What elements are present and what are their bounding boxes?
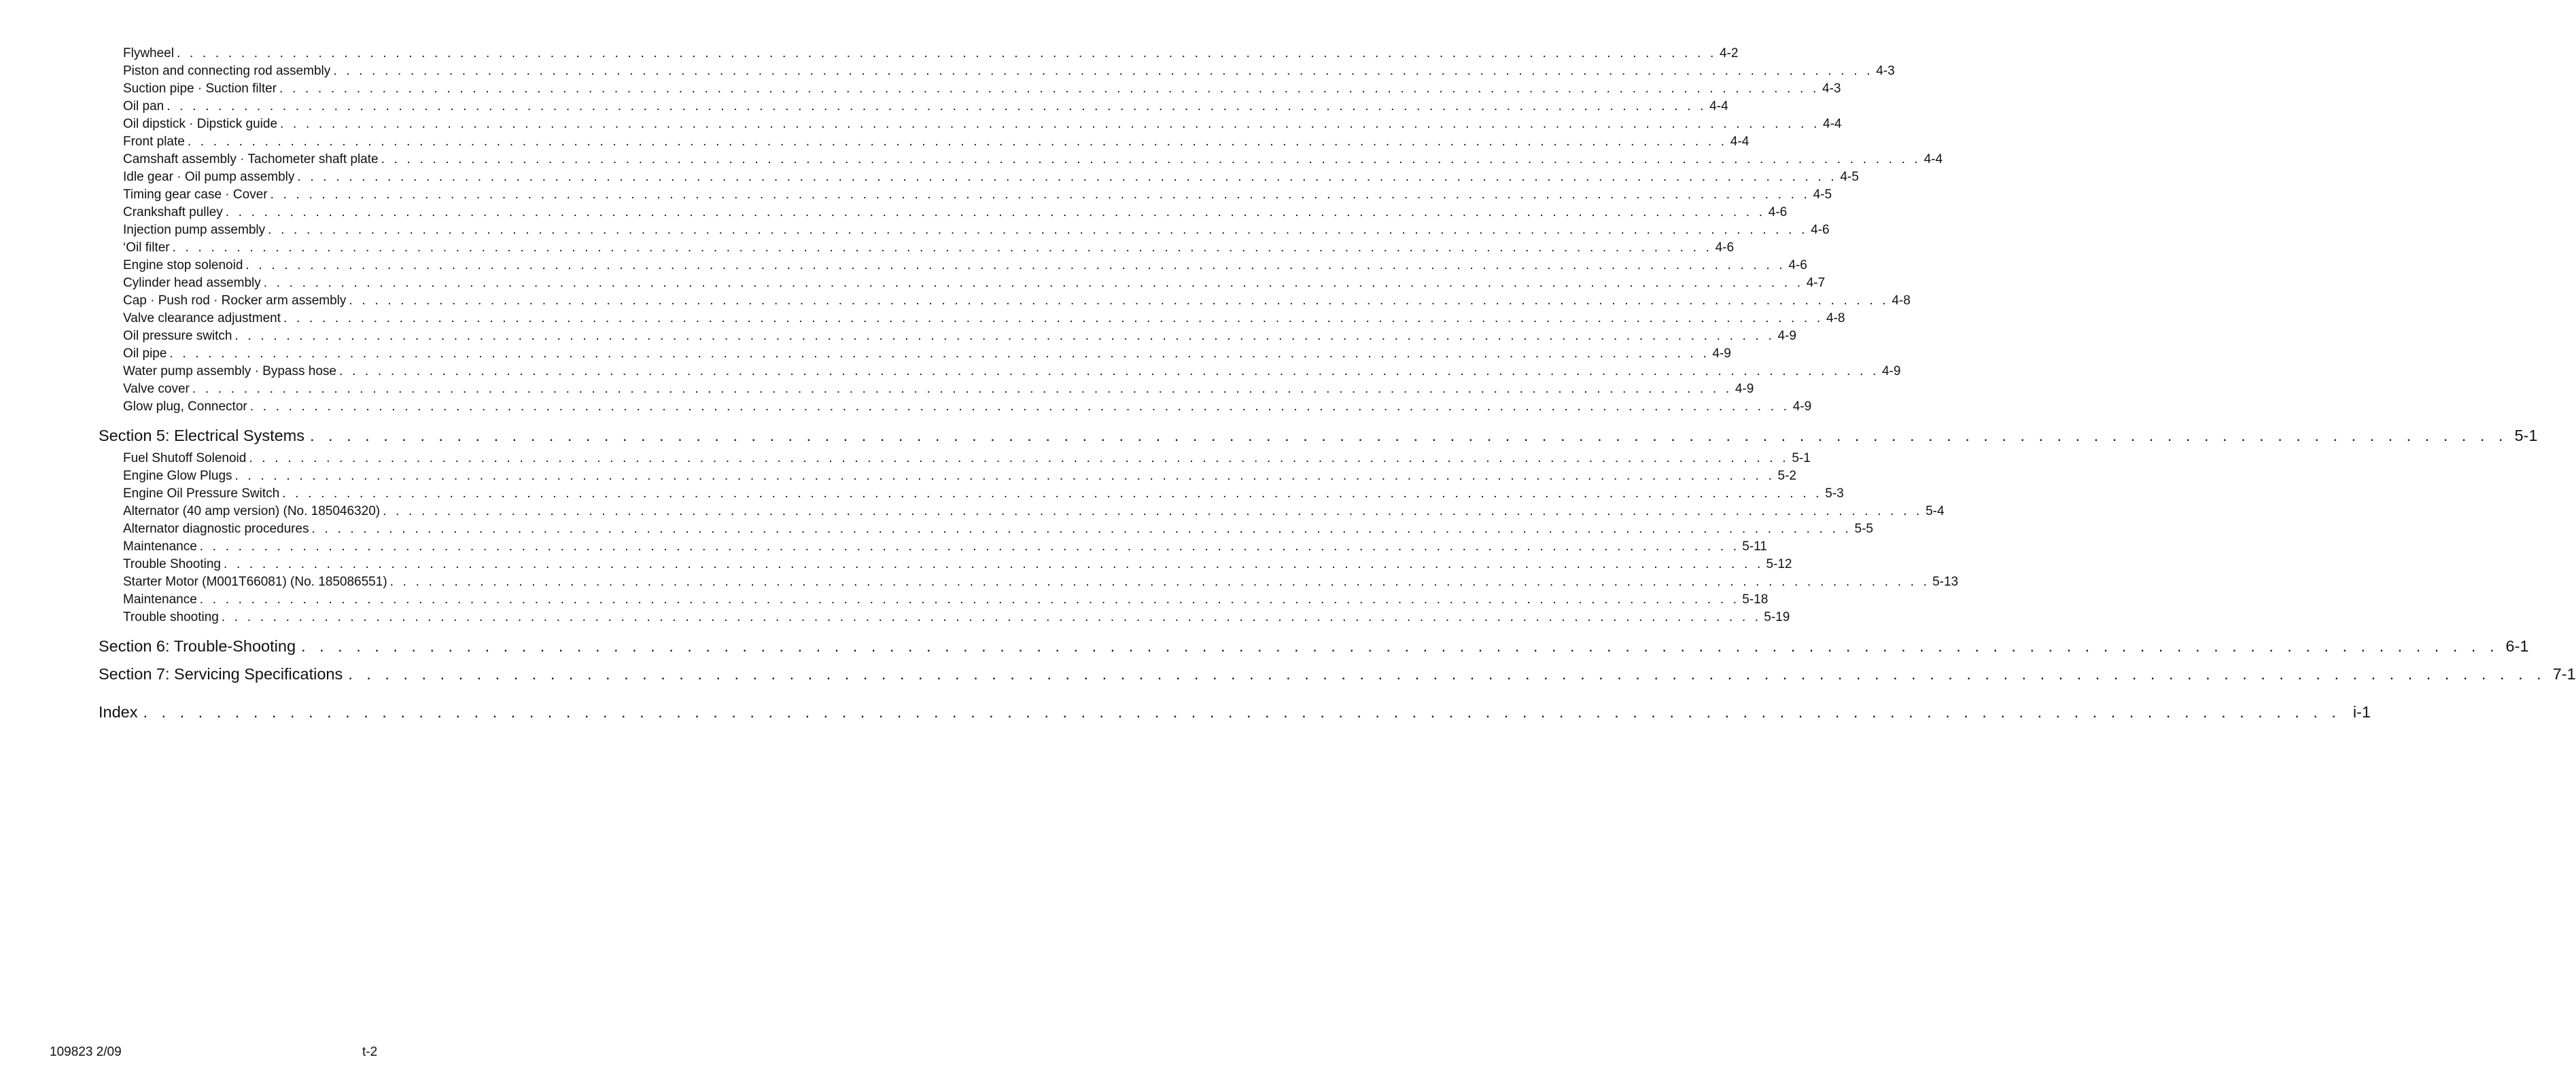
footer-page-number: t-2 [362, 1045, 378, 1059]
toc-section-entry[interactable] [99, 425, 2538, 446]
toc-entry-page: 6-1 [2505, 637, 2529, 655]
toc-leader-dots: . . . . . . . . . . . . . . . . . . . . . . . . . . . . . . . . . . . . . . . . . . . . . . . . . . . . . . . . . . . . . . . . . . . . . . . . . . . . . . . . . . . . . . . . . . . . . . . . . . . . . . . . . . . . . . . . . . . . . . . . [338, 364, 1879, 378]
toc-entry-page: 5-11 [1742, 539, 1767, 554]
toc-entry[interactable] [123, 239, 1735, 257]
toc-entry-title: Maintenance [123, 539, 197, 554]
toc-entry-page: 4-2 [1719, 46, 1739, 60]
toc-leader-dots: . . . . . . . . . . . . . . . . . . . . . . . . . . . . . . . . . . . . . . . . . . . . . . . . . . . . . . . . . . . . . . . . . . . . . . . . . . . . . . . . . . . . . . . . . . . . . . . . . . . . . . . . . . . . . . . . . . . . . . . . [172, 240, 1713, 255]
toc-entry[interactable] [123, 485, 1844, 503]
toc-entry-page: 5-1 [1792, 451, 1811, 465]
toc-entry[interactable] [123, 591, 1769, 609]
toc-entry-title: Engine Glow Plugs [123, 469, 232, 483]
toc-entry-title: Oil pressure switch [123, 329, 232, 343]
toc-entry-page: 4-9 [1881, 364, 1901, 378]
toc-leader-dots: . . . . . . . . . . . . . . . . . . . . . . . . . . . . . . . . . . . . . . . . . . . . . . . . . . . . . . . . . . . . . . . . . . . . . . . . . . . . . . . . . . . . . . . . . . . . . . . . . . . . . . . . . . . . . . . . . . . . . . . . [225, 205, 1766, 219]
toc-entry-title: Cylinder head assembly [123, 276, 261, 290]
toc-entry[interactable] [123, 363, 1901, 380]
toc-entry-title: Section 7: Servicing Specifications [99, 665, 343, 683]
toc-leader-dots: . . . . . . . . . . . . . . . . . . . . . . . . . . . . . . . . . . . . . . . . . . . . . . . . . . . . . . . . . . . . . . . . . . . . . . . . . . . . . . . . . . . . . . . . . . . . . . . . . . . . . . . . . . . . . . . . . . . . . . . . [311, 522, 1851, 536]
toc-entry-page: 5-5 [1854, 522, 1873, 536]
toc-entry[interactable] [123, 221, 1830, 239]
toc-entry-title: Section 6: Trouble-Shooting [99, 637, 296, 655]
toc-leader-dots: . . . . . . . . . . . . . . . . . . . . . . . . . . . . . . . . . . . . . . . . . . . . . . . . . . . . . . . . . . . . . . . . . . . . . . . . . . . . . . . . . . . . . . . . . . . . . . . . . . . . . . . . . . . . . . . . . . . . . . . . [224, 557, 1764, 571]
toc-leader-dots: . . . . . . . . . . . . . . . . . . . . . . . . . . . . . . . . . . . . . . . . . . . . . . . . . . . . . . . . . . . . . . . . . . . . . . . . . . . . . . . . . . . . . . . . . . . . . . . . . . . . . . . . . . . . . . . . . . . . . . . . [249, 399, 1790, 414]
toc-leader-dots: . . . . . . . . . . . . . . . . . . . . . . . . . . . . . . . . . . . . . . . . . . . . . . . . . . . . . . . . . . . . . . . . . . . . . . . . . . . . . . . . . . . . . . . . . . . . . . . . . . . . . . . . . . . . . . . . . . . . . . . . [263, 276, 1804, 290]
toc-entry-title: Water pump assembly · Bypass hose [123, 364, 336, 378]
toc-leader-dots: . . . . . . . . . . . . . . . . . . . . . . . . . . . . . . . . . . . . . . . . . . . . . . . . . . . . . . . . . . . . . . . . . . . . . . . . . . . . . . . . . . . . . . . . . . . . . . . . . . . . . . . . . . . . . . . . . . . . . . . . [167, 99, 1707, 113]
toc-entry-title: Section 5: Electrical Systems [99, 427, 304, 444]
toc-entry-page: 4-9 [1735, 382, 1754, 396]
toc-leader-dots: . . . . . . . . . . . . . . . . . . . . . . . . . . . . . . . . . . . . . . . . . . . . . . . . . . . . . . . . . . . . . . . . . . . . . . . . . . . . . . . . . . . . . . . . . . . . . . . . . . . . . . . . . . . . . . . . . . . . . . . . [310, 427, 2508, 444]
toc-leader-dots: . . . . . . . . . . . . . . . . . . . . . . . . . . . . . . . . . . . . . . . . . . . . . . . . . . . . . . . . . . . . . . . . . . . . . . . . . . . . . . . . . . . . . . . . . . . . . . . . . . . . . . . . . . . . . . . . . . . . . . . . [176, 46, 1717, 60]
toc-entry-title: Valve clearance adjustment [123, 311, 281, 325]
toc-entry-title: Suction pipe · Suction filter [123, 82, 277, 96]
toc-entry[interactable] [123, 133, 1750, 151]
toc-entry[interactable] [123, 503, 1945, 520]
toc-entry-page: 4-5 [1840, 170, 1859, 184]
toc-entry-title: Idle gear · Oil pump assembly [123, 170, 295, 184]
toc-leader-dots: . . . . . . . . . . . . . . . . . . . . . . . . . . . . . . . . . . . . . . . . . . . . . . . . . . . . . . . . . . . . . . . . . . . . . . . . . . . . . . . . . . . . . . . . . . . . . . . . . . . . . . . . . . . . . . . . . . . . . . . . [279, 82, 1820, 96]
toc-entry-page: 5-12 [1766, 557, 1792, 571]
toc-leader-dots: . . . . . . . . . . . . . . . . . . . . . . . . . . . . . . . . . . . . . . . . . . . . . . . . . . . . . . . . . . . . . . . . . . . . . . . . . . . . . . . . . . . . . . . . . . . . . . . . . . . . . . . . . . . . . . . . . . . . . . . . [381, 152, 1921, 166]
toc-entry[interactable] [123, 573, 1959, 591]
toc-entry-title: Piston and connecting rod assembly [123, 64, 331, 78]
toc-entry[interactable] [123, 204, 1788, 221]
toc-entry-title: Cap · Push rod · Rocker arm assembly [123, 293, 347, 308]
toc-entry-page: 4-6 [1811, 223, 1830, 237]
toc-entry[interactable] [123, 450, 1811, 467]
toc-entry[interactable] [123, 45, 1739, 63]
toc-entry-title: Crankshaft pulley [123, 205, 223, 219]
toc-entry[interactable] [123, 292, 1911, 310]
toc-leader-dots: . . . . . . . . . . . . . . . . . . . . . . . . . . . . . . . . . . . . . . . . . . . . . . . . . . . . . . . . . . . . . . . . . . . . . . . . . . . . . . . . . . . . . . . . . . . . . . . . . . . . . . . . . . . . . . . . . . . . . . . . [221, 610, 1762, 624]
toc-entry[interactable] [123, 186, 1832, 204]
toc-leader-dots: . . . . . . . . . . . . . . . . . . . . . . . . . . . . . . . . . . . . . . . . . . . . . . . . . . . . . . . . . . . . . . . . . . . . . . . . . . . . . . . . . . . . . . . . . . . . . . . . . . . . . . . . . . . . . . . . . . . . . . . . [349, 293, 1889, 308]
toc-entry[interactable] [123, 327, 1796, 345]
toc-entry[interactable] [123, 345, 1731, 363]
toc-entry-page: 5-4 [1926, 504, 1945, 518]
toc-entry-page: 5-19 [1764, 610, 1790, 624]
toc-entry[interactable] [123, 380, 1754, 398]
toc-leader-dots: . . . . . . . . . . . . . . . . . . . . . . . . . . . . . . . . . . . . . . . . . . . . . . . . . . . . . . . . . . . . . . . . . . . . . . . . . . . . . . . . . . . . . . . . . . . . . . . . . . . . . . . . . . . . . . . . . . . . . . . . [333, 64, 1873, 78]
toc-entry[interactable] [123, 257, 1807, 274]
toc-entry-title: Trouble Shooting [123, 557, 222, 571]
toc-entry[interactable] [123, 115, 1842, 133]
toc-entry-title: Oil dipstick · Dipstick guide [123, 117, 278, 131]
toc-entry-page: 7-1 [2552, 665, 2576, 683]
toc-entry[interactable] [123, 98, 1728, 115]
toc-entry-page: 4-8 [1826, 311, 1845, 325]
toc-entry-page: 4-9 [1777, 329, 1796, 343]
toc-entry-title: Index [99, 703, 138, 721]
toc-leader-dots: . . . . . . . . . . . . . . . . . . . . . . . . . . . . . . . . . . . . . . . . . . . . . . . . . . . . . . . . . . . . . . . . . . . . . . . . . . . . . . . . . . . . . . . . . . . . . . . . . . . . . . . . . . . . . . . . . . . . . . . . [169, 346, 1709, 361]
toc-entry-title: Valve cover [123, 382, 190, 396]
toc-entry[interactable] [123, 274, 1826, 292]
toc-entry-page: 4-3 [1876, 64, 1895, 78]
toc-leader-dots: . . . . . . . . . . . . . . . . . . . . . . . . . . . . . . . . . . . . . . . . . . . . . . . . . . . . . . . . . . . . . . . . . . . . . . . . . . . . . . . . . . . . . . . . . . . . . . . . . . . . . . . . . . . . . . . . . . . . . . . . [280, 117, 1820, 131]
footer-doc-number: 109823 2/09 [50, 1045, 122, 1059]
toc-entry-title: Oil pan [123, 99, 164, 113]
toc-entry-title: Glow plug, Connector [123, 399, 247, 414]
toc-entry-page: 4-9 [1792, 399, 1812, 414]
toc-entry-title: Alternator diagnostic procedures [123, 522, 309, 536]
toc-entry-page: 5-13 [1932, 575, 1959, 589]
toc-entry[interactable] [123, 556, 1792, 573]
toc-entry-title: Front plate [123, 135, 185, 149]
toc-entry[interactable] [123, 63, 1895, 80]
toc-entry-title: Engine stop solenoid [123, 258, 243, 272]
toc-leader-dots: . . . . . . . . . . . . . . . . . . . . . . . . . . . . . . . . . . . . . . . . . . . . . . . . . . . . . . . . . . . . . . . . . . . . . . . . . . . . . . . . . . . . . . . . . . . . . . . . . . . . . . . . . . . . . . . . . . . . . . . . [234, 329, 1775, 343]
toc-leader-dots: . . . . . . . . . . . . . . . . . . . . . . . . . . . . . . . . . . . . . . . . . . . . . . . . . . . . . . . . . . . . . . . . . . . . . . . . . . . . . . . . . . . . . . . . . . . . . . . . . . . . . . . . . . . . . . . . . . . . . . . . [268, 223, 1808, 237]
toc-entry-page: 4-4 [1730, 135, 1750, 149]
toc-entry[interactable] [123, 151, 1943, 168]
toc-entry-page: 4-3 [1822, 82, 1841, 96]
toc-entry-page: 5-3 [1825, 486, 1844, 501]
toc-entry-page: 4-6 [1768, 205, 1788, 219]
toc-leader-dots: . . . . . . . . . . . . . . . . . . . . . . . . . . . . . . . . . . . . . . . . . . . . . . . . . . . . . . . . . . . . . . . . . . . . . . . . . . . . . . . . . . . . . . . . . . . . . . . . . . . . . . . . . . . . . . . . . . . . . . . . [143, 703, 2341, 721]
toc-entry[interactable] [123, 538, 1767, 556]
toc-leader-dots: . . . . . . . . . . . . . . . . . . . . . . . . . . . . . . . . . . . . . . . . . . . . . . . . . . . . . . . . . . . . . . . . . . . . . . . . . . . . . . . . . . . . . . . . . . . . . . . . . . . . . . . . . . . . . . . . . . . . . . . . [389, 575, 1930, 589]
toc-leader-dots: . . . . . . . . . . . . . . . . . . . . . . . . . . . . . . . . . . . . . . . . . . . . . . . . . . . . . . . . . . . . . . . . . . . . . . . . . . . . . . . . . . . . . . . . . . . . . . . . . . . . . . . . . . . . . . . . . . . . . . . . [282, 486, 1822, 501]
toc-entry-title: Timing gear case · Cover [123, 188, 268, 202]
toc-entry[interactable] [123, 80, 1841, 98]
toc-entry-page: 5-1 [2514, 427, 2538, 444]
toc-entry[interactable] [123, 310, 1845, 327]
toc-entry-page: 4-4 [1924, 152, 1943, 166]
toc-entry-title: ‘Oil filter [123, 240, 170, 255]
toc-leader-dots: . . . . . . . . . . . . . . . . . . . . . . . . . . . . . . . . . . . . . . . . . . . . . . . . . . . . . . . . . . . . . . . . . . . . . . . . . . . . . . . . . . . . . . . . . . . . . . . . . . . . . . . . . . . . . . . . . . . . . . . . [192, 382, 1733, 396]
toc-leader-dots: . . . . . . . . . . . . . . . . . . . . . . . . . . . . . . . . . . . . . . . . . . . . . . . . . . . . . . . . . . . . . . . . . . . . . . . . . . . . . . . . . . . . . . . . . . . . . . . . . . . . . . . . . . . . . . . . . . . . . . . . [234, 469, 1775, 483]
toc-leader-dots: . . . . . . . . . . . . . . . . . . . . . . . . . . . . . . . . . . . . . . . . . . . . . . . . . . . . . . . . . . . . . . . . . . . . . . . . . . . . . . . . . . . . . . . . . . . . . . . . . . . . . . . . . . . . . . . . . . . . . . . . [245, 258, 1786, 272]
toc-entry[interactable] [123, 609, 1790, 626]
toc-entry-page: 4-4 [1709, 99, 1728, 113]
toc-entry-title: Alternator (40 amp version) (No. 185046320) [123, 504, 381, 518]
toc-section-entry[interactable] [99, 664, 2576, 684]
toc-section-entry[interactable] [99, 636, 2529, 656]
toc-entry-page: 4-9 [1712, 346, 1731, 361]
toc-leader-dots: . . . . . . . . . . . . . . . . . . . . . . . . . . . . . . . . . . . . . . . . . . . . . . . . . . . . . . . . . . . . . . . . . . . . . . . . . . . . . . . . . . . . . . . . . . . . . . . . . . . . . . . . . . . . . . . . . . . . . . . . [348, 665, 2546, 683]
toc-leader-dots: . . . . . . . . . . . . . . . . . . . . . . . . . . . . . . . . . . . . . . . . . . . . . . . . . . . . . . . . . . . . . . . . . . . . . . . . . . . . . . . . . . . . . . . . . . . . . . . . . . . . . . . . . . . . . . . . . . . . . . . . [199, 539, 1740, 554]
toc-entry-title: Maintenance [123, 592, 197, 607]
toc-entry-title: Trouble shooting [123, 610, 219, 624]
toc-leader-dots: . . . . . . . . . . . . . . . . . . . . . . . . . . . . . . . . . . . . . . . . . . . . . . . . . . . . . . . . . . . . . . . . . . . . . . . . . . . . . . . . . . . . . . . . . . . . . . . . . . . . . . . . . . . . . . . . . . . . . . . . [383, 504, 1923, 518]
toc-entry-title: Flywheel [123, 46, 174, 60]
toc-entry-page: 4-8 [1892, 293, 1911, 308]
toc-entry-page: i-1 [2352, 703, 2371, 721]
toc-entry-title: Starter Motor (M001T66081) (No. 185086551) [123, 575, 387, 589]
toc-entry-title: Fuel Shutoff Solenoid [123, 451, 247, 465]
toc-entry-page: 5-18 [1742, 592, 1769, 607]
toc-entry-title: Injection pump assembly [123, 223, 266, 237]
toc-entry-page: 4-4 [1823, 117, 1842, 131]
toc-entry[interactable] [123, 168, 1859, 186]
toc-leader-dots: . . . . . . . . . . . . . . . . . . . . . . . . . . . . . . . . . . . . . . . . . . . . . . . . . . . . . . . . . . . . . . . . . . . . . . . . . . . . . . . . . . . . . . . . . . . . . . . . . . . . . . . . . . . . . . . . . . . . . . . . [283, 311, 1824, 325]
toc-entry[interactable] [123, 467, 1796, 485]
toc-entry-page: 4-6 [1788, 258, 1807, 272]
toc-leader-dots: . . . . . . . . . . . . . . . . . . . . . . . . . . . . . . . . . . . . . . . . . . . . . . . . . . . . . . . . . . . . . . . . . . . . . . . . . . . . . . . . . . . . . . . . . . . . . . . . . . . . . . . . . . . . . . . . . . . . . . . . [249, 451, 1789, 465]
toc-leader-dots: . . . . . . . . . . . . . . . . . . . . . . . . . . . . . . . . . . . . . . . . . . . . . . . . . . . . . . . . . . . . . . . . . . . . . . . . . . . . . . . . . . . . . . . . . . . . . . . . . . . . . . . . . . . . . . . . . . . . . . . . [187, 135, 1728, 149]
toc-leader-dots: . . . . . . . . . . . . . . . . . . . . . . . . . . . . . . . . . . . . . . . . . . . . . . . . . . . . . . . . . . . . . . . . . . . . . . . . . . . . . . . . . . . . . . . . . . . . . . . . . . . . . . . . . . . . . . . . . . . . . . . . [297, 170, 1837, 184]
toc-entry-page: 4-7 [1806, 276, 1826, 290]
toc-entry[interactable] [123, 398, 1812, 416]
toc-entry[interactable] [123, 520, 1873, 538]
toc-entry-title: Camshaft assembly · Tachometer shaft plate [123, 152, 379, 166]
toc-entry-page: 4-5 [1813, 188, 1832, 202]
toc-entry-title: Oil pipe [123, 346, 167, 361]
toc-leader-dots: . . . . . . . . . . . . . . . . . . . . . . . . . . . . . . . . . . . . . . . . . . . . . . . . . . . . . . . . . . . . . . . . . . . . . . . . . . . . . . . . . . . . . . . . . . . . . . . . . . . . . . . . . . . . . . . . . . . . . . . . [270, 188, 1811, 202]
toc-section-entry[interactable] [99, 702, 2371, 722]
toc-entry-title: Engine Oil Pressure Switch [123, 486, 280, 501]
toc-leader-dots: . . . . . . . . . . . . . . . . . . . . . . . . . . . . . . . . . . . . . . . . . . . . . . . . . . . . . . . . . . . . . . . . . . . . . . . . . . . . . . . . . . . . . . . . . . . . . . . . . . . . . . . . . . . . . . . . . . . . . . . . [301, 637, 2499, 655]
toc-leader-dots: . . . . . . . . . . . . . . . . . . . . . . . . . . . . . . . . . . . . . . . . . . . . . . . . . . . . . . . . . . . . . . . . . . . . . . . . . . . . . . . . . . . . . . . . . . . . . . . . . . . . . . . . . . . . . . . . . . . . . . . . [199, 592, 1740, 607]
toc-entry-page: 4-6 [1715, 240, 1735, 255]
toc-entry-page: 5-2 [1777, 469, 1796, 483]
